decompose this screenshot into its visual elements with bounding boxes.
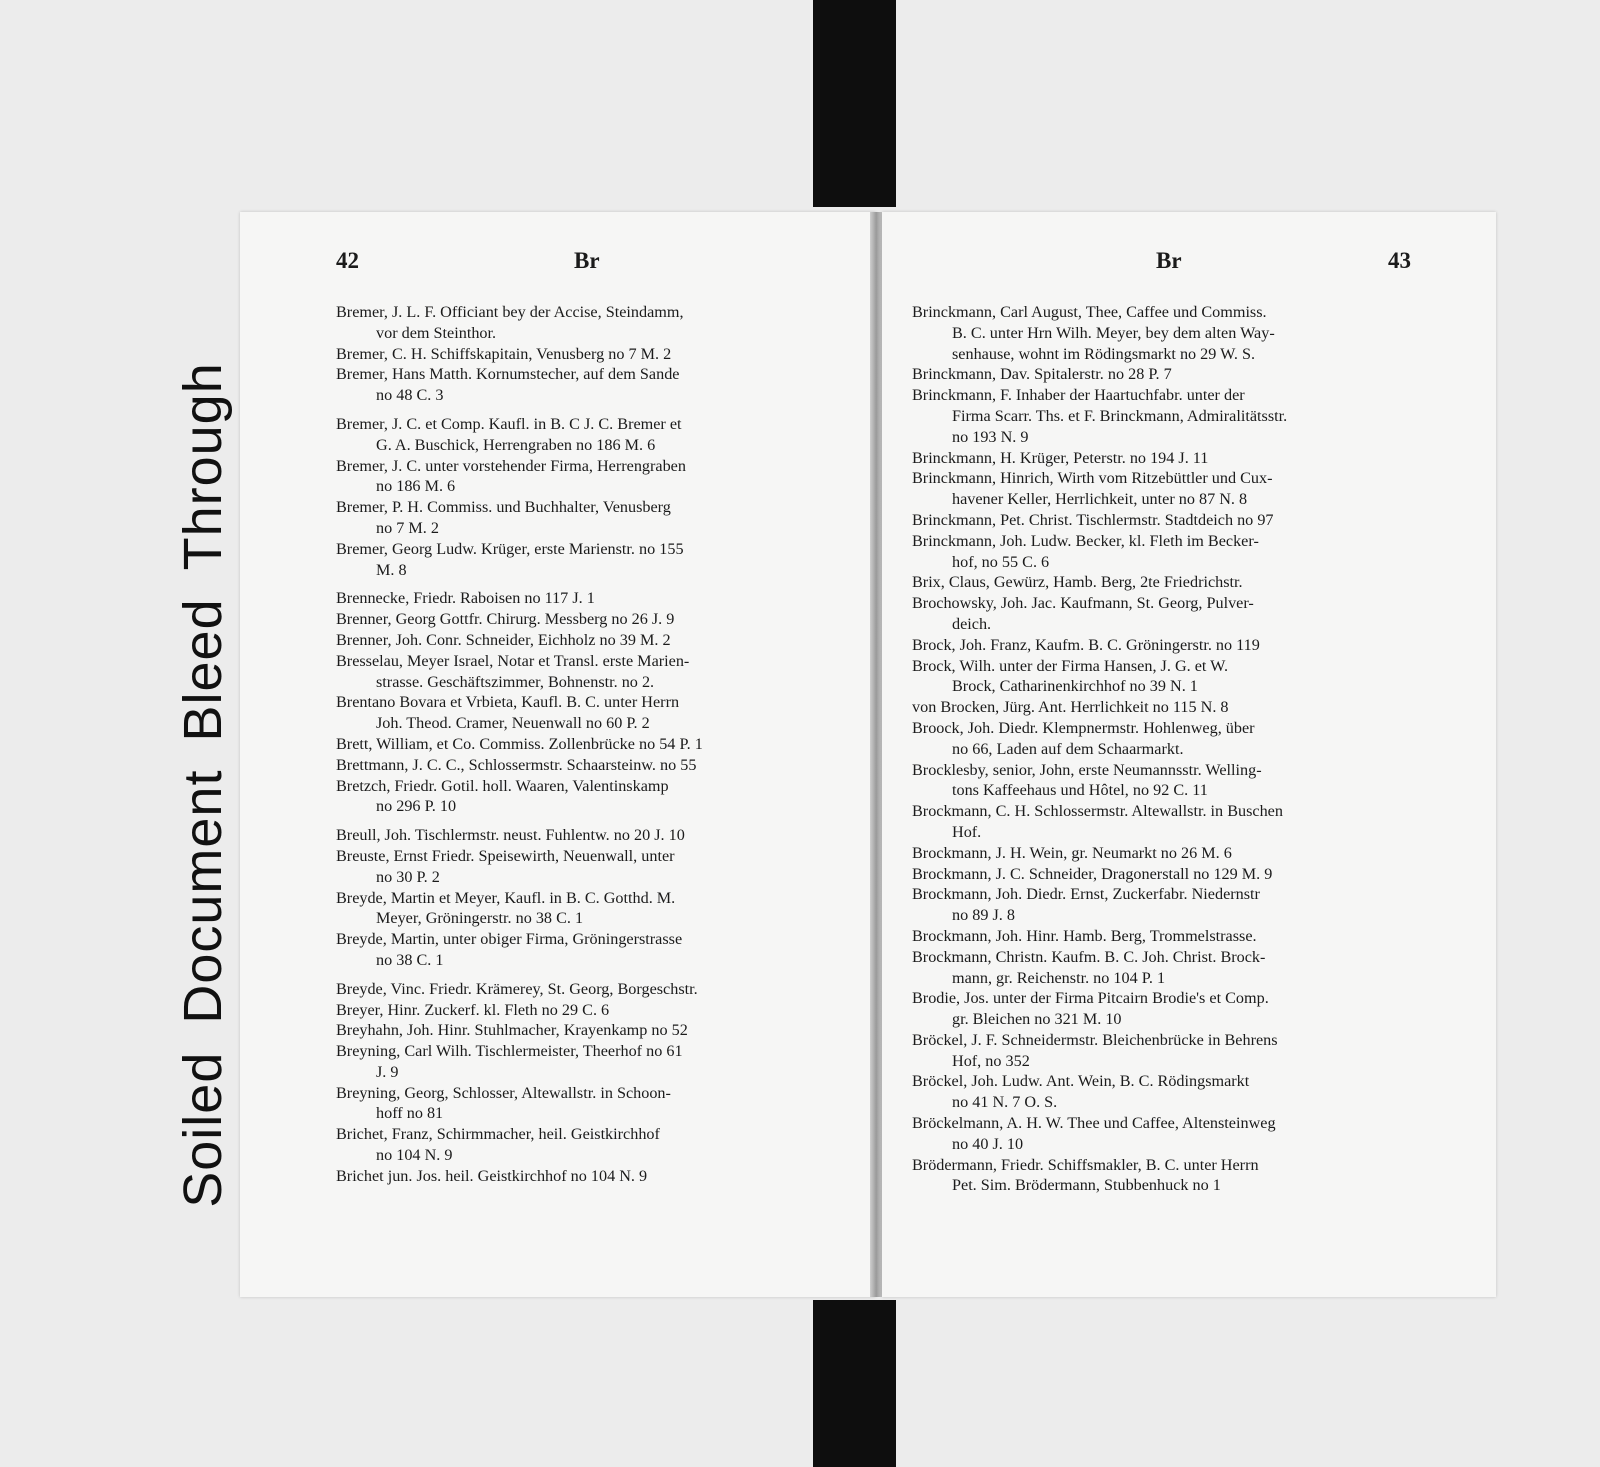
directory-entry: [336, 692, 846, 734]
directory-entry: [336, 888, 846, 930]
entry-line: Brock, Wilh. unter der Firma Hansen, J. G. et W.: [912, 656, 1229, 675]
entry-line: Hof.: [952, 822, 982, 841]
entry-line: hof, no 55 C. 6: [952, 552, 1050, 571]
entry-line: Brockmann, J. H. Wein, gr. Neumarkt no 26 M. 6: [912, 843, 1232, 862]
left-page: [240, 212, 876, 1297]
entry-line: Bröckel, J. F. Schneidermstr. Bleichenbrücke in Behrens: [912, 1030, 1278, 1049]
directory-entry: [336, 755, 846, 776]
stamp-word: Bleed: [173, 598, 233, 742]
directory-entry: [912, 760, 1472, 802]
entry-line: Brichet jun. Jos. heil. Geistkirchhof no 104 N. 9: [336, 1166, 648, 1185]
entry-line: Hof, no 352: [952, 1051, 1030, 1070]
directory-entry: [336, 539, 846, 581]
entry-line: Joh. Theod. Cramer, Neuenwall no 60 P. 2: [376, 714, 650, 733]
entry-line: Brinckmann, Pet. Christ. Tischlermstr. Stadtdeich no 97: [912, 510, 1274, 529]
entry-line: Breyer, Hinr. Zuckerf. kl. Fleth no 29 C. 6: [336, 1000, 610, 1019]
directory-entry: [336, 1083, 846, 1125]
directory-entry: [912, 364, 1472, 385]
page-number-right: 43: [1388, 248, 1411, 273]
entry-line: Bremer, J. C. et Comp. Kaufl. in B. C J. C. Bremer et: [336, 414, 682, 433]
entry-line: Bremer, J. C. unter vorstehender Firma, Herrengraben: [336, 456, 686, 475]
directory-entry: [336, 846, 846, 888]
directory-entry: [912, 801, 1472, 843]
entry-line: Breyning, Carl Wilh. Tischlermeister, Theerhof no 61: [336, 1042, 683, 1061]
entry-line: Breyhahn, Joh. Hinr. Stuhlmacher, Krayenkamp no 52: [336, 1021, 688, 1040]
directory-entry: [336, 1124, 846, 1166]
spine-clip-top: [813, 0, 896, 207]
entry-line: Bremer, Hans Matth. Kornumstecher, auf dem Sande: [336, 365, 680, 384]
entry-line: Bremer, C. H. Schiffskapitain, Venusberg no 7 M. 2: [336, 344, 672, 363]
directory-entry: [912, 988, 1472, 1030]
entry-line: strasse. Geschäftszimmer, Bohnenstr. no 2.: [376, 672, 655, 691]
directory-entry: [336, 651, 846, 693]
directory-entry: [912, 947, 1472, 989]
directory-entry: [912, 635, 1472, 656]
directory-entries-right: [912, 302, 1472, 1196]
entry-line: Brocklesby, senior, John, erste Neumannsstr. Welling-: [912, 760, 1262, 779]
entry-line: Brinckmann, Hinrich, Wirth vom Ritzebüttler und Cux-: [912, 469, 1273, 488]
entry-line: no 30 P. 2: [376, 867, 440, 886]
entry-line: no 193 N. 9: [952, 427, 1029, 446]
entry-line: no 48 C. 3: [376, 386, 444, 405]
entry-line: Brockmann, Joh. Diedr. Ernst, Zuckerfabr. Niedernstr: [912, 885, 1260, 904]
entry-line: Breyde, Martin, unter obiger Firma, Gröningerstrasse: [336, 930, 683, 949]
directory-entry: [912, 302, 1472, 364]
directory-entry: [336, 734, 846, 755]
running-head-right: Br: [1156, 248, 1182, 273]
entry-line: Brentano Bovara et Vrbieta, Kaufl. B. C. unter Herrn: [336, 693, 680, 712]
entry-line: no 89 J. 8: [952, 906, 1015, 925]
directory-entry: [912, 864, 1472, 885]
directory-entries-left: [336, 302, 846, 1187]
directory-entry: [336, 929, 846, 971]
directory-entry: [912, 884, 1472, 926]
entry-line: Breuste, Ernst Friedr. Speisewirth, Neuenwall, unter: [336, 846, 675, 865]
entry-line: vor dem Steinthor.: [376, 323, 497, 342]
directory-entry: [336, 1000, 846, 1021]
directory-entry: [336, 1166, 846, 1187]
entry-line: deich.: [952, 614, 992, 633]
entry-line: gr. Bleichen no 321 M. 10: [952, 1010, 1122, 1029]
entry-line: Brockmann, C. H. Schlossermstr. Altewallstr. in Buschen: [912, 802, 1283, 821]
directory-entry: [336, 414, 846, 456]
entry-line: Meyer, Gröningerstr. no 38 C. 1: [376, 909, 584, 928]
entry-line: Brenner, Georg Gottfr. Chirurg. Messberg no 26 J. 9: [336, 610, 675, 629]
directory-entry: [912, 385, 1472, 447]
directory-entry: [912, 926, 1472, 947]
entry-line: Brettmann, J. C. C., Schlossermstr. Schaarsteinw. no 55: [336, 755, 697, 774]
directory-entry: [912, 656, 1472, 698]
entry-line: G. A. Buschick, Herrengraben no 186 M. 6: [376, 435, 656, 454]
spine-clip-bottom: [813, 1300, 896, 1467]
directory-entry: [912, 697, 1472, 718]
entry-line: Breyning, Georg, Schlosser, Altewallstr. in Schoon-: [336, 1083, 671, 1102]
entry-line: Firma Scarr. Ths. et F. Brinckmann, Admiralitätsstr.: [952, 406, 1288, 425]
directory-entry: [912, 510, 1472, 531]
directory-entry: [336, 1041, 846, 1083]
entry-line: no 7 M. 2: [376, 518, 439, 537]
entry-line: Bröckel, Joh. Ludw. Ant. Wein, B. C. Rödingsmarkt: [912, 1072, 1250, 1091]
directory-entry: [912, 531, 1472, 573]
directory-entry: [336, 825, 846, 846]
entry-line: no 296 P. 10: [376, 797, 457, 816]
entry-line: Broock, Joh. Diedr. Klempnermstr. Hohlenweg, über: [912, 718, 1255, 737]
entry-line: Bresselau, Meyer Israel, Notar et Transl. erste Marien-: [336, 651, 690, 670]
entry-line: Breyde, Martin et Meyer, Kaufl. in B. C. Gotthd. M.: [336, 888, 676, 907]
directory-entry: [912, 843, 1472, 864]
entry-line: M. 8: [376, 560, 407, 579]
entry-line: Brenner, Joh. Conr. Schneider, Eichholz no 39 M. 2: [336, 630, 671, 649]
entry-line: havener Keller, Herrlichkeit, unter no 87 N. 8: [952, 490, 1248, 509]
entry-line: Brock, Catharinenkirchhof no 39 N. 1: [952, 677, 1198, 696]
entry-line: Brinckmann, F. Inhaber der Haartuchfabr. unter der: [912, 386, 1245, 405]
directory-entry: [336, 497, 846, 539]
entry-line: Brodie, Jos. unter der Firma Pitcairn Brodie's et Comp.: [912, 989, 1269, 1008]
entry-line: Brinckmann, Dav. Spitalerstr. no 28 P. 7: [912, 365, 1172, 384]
entry-line: Brockmann, J. C. Schneider, Dragonerstall no 129 M. 9: [912, 864, 1273, 883]
directory-entry: [912, 1071, 1472, 1113]
entry-line: Brochowsky, Joh. Jac. Kaufmann, St. Georg, Pulver-: [912, 594, 1254, 613]
directory-entry: [336, 630, 846, 651]
entry-line: Brennecke, Friedr. Raboisen no 117 J. 1: [336, 589, 595, 608]
entry-line: no 104 N. 9: [376, 1146, 453, 1165]
directory-entry: [336, 776, 846, 818]
directory-entry: [912, 1113, 1472, 1155]
entry-line: Bremer, P. H. Commiss. und Buchhalter, Venusberg: [336, 498, 671, 517]
entry-line: no 38 C. 1: [376, 950, 444, 969]
directory-entry: [336, 1020, 846, 1041]
directory-entry: [336, 344, 846, 365]
stamp-text: [172, 348, 234, 1222]
soiled-document-bleed-through-stamp: [168, 285, 238, 1285]
entry-line: no 40 J. 10: [952, 1134, 1024, 1153]
directory-entry: [336, 609, 846, 630]
entry-line: Breyde, Vinc. Friedr. Krämerey, St. Georg, Borgeschstr.: [336, 979, 698, 998]
stamp-word: Document: [173, 769, 233, 1024]
entry-line: Brockmann, Christn. Kaufm. B. C. Joh. Christ. Brock-: [912, 947, 1266, 966]
entry-line: Bremer, J. L. F. Officiant bey der Accise, Steindamm,: [336, 303, 684, 321]
entry-line: B. C. unter Hrn Wilh. Meyer, bey dem alten Way-: [952, 323, 1275, 342]
entry-line: Brix, Claus, Gewürz, Hamb. Berg, 2te Friedrichstr.: [912, 573, 1243, 592]
entry-line: no 186 M. 6: [376, 477, 456, 496]
directory-entry: [912, 1030, 1472, 1072]
entry-line: senhause, wohnt im Rödingsmarkt no 29 W. S.: [952, 344, 1256, 363]
entry-line: Brichet, Franz, Schirmmacher, heil. Geistkirchhof: [336, 1125, 660, 1144]
entry-line: Brett, William, et Co. Commiss. Zollenbrücke no 54 P. 1: [336, 734, 703, 753]
entry-line: Brödermann, Friedr. Schiffsmakler, B. C. unter Herrn: [912, 1155, 1259, 1174]
entry-line: no 41 N. 7 O. S.: [952, 1093, 1058, 1112]
entry-line: Bretzch, Friedr. Gotil. holl. Waaren, Valentinskamp: [336, 776, 669, 795]
entry-line: Pet. Sim. Brödermann, Stubbenhuck no 1: [952, 1176, 1221, 1195]
directory-entry: [912, 468, 1472, 510]
entry-line: Bremer, Georg Ludw. Krüger, erste Marienstr. no 155: [336, 539, 684, 558]
directory-entry: [912, 572, 1472, 593]
directory-entry: [336, 302, 846, 344]
entry-line: J. 9: [376, 1062, 399, 1081]
right-page: [882, 212, 1496, 1297]
directory-entry: [336, 979, 846, 1000]
entry-line: no 66, Laden auf dem Schaarmarkt.: [952, 739, 1184, 758]
entry-line: Brockmann, Joh. Hinr. Hamb. Berg, Trommelstrasse.: [912, 926, 1257, 945]
directory-entry: [912, 448, 1472, 469]
entry-line: Brinckmann, H. Krüger, Peterstr. no 194 J. 11: [912, 448, 1209, 467]
directory-entry: [336, 456, 846, 498]
stamp-word: Soiled: [173, 1051, 233, 1208]
directory-entry: [912, 718, 1472, 760]
entry-line: hoff no 81: [376, 1104, 444, 1123]
directory-entry: [336, 364, 846, 406]
entry-line: tons Kaffeehaus und Hôtel, no 92 C. 11: [952, 781, 1208, 800]
entry-line: Breull, Joh. Tischlermstr. neust. Fuhlentw. no 20 J. 10: [336, 826, 685, 845]
stamp-word: Through: [173, 362, 233, 571]
directory-entry: [912, 1155, 1472, 1197]
entry-line: Brinckmann, Carl August, Thee, Caffee und Commiss.: [912, 303, 1267, 321]
entry-line: Bröckelmann, A. H. W. Thee und Caffee, Altensteinweg: [912, 1114, 1276, 1133]
directory-entry: [912, 593, 1472, 635]
directory-entry: [336, 588, 846, 609]
entry-line: Brinckmann, Joh. Ludw. Becker, kl. Fleth im Becker-: [912, 531, 1259, 550]
page-number-left: 42: [336, 248, 359, 273]
entry-line: von Brocken, Jürg. Ant. Herrlichkeit no 115 N. 8: [912, 698, 1229, 717]
entry-line: Brock, Joh. Franz, Kaufm. B. C. Gröningerstr. no 119: [912, 635, 1260, 654]
entry-line: mann, gr. Reichenstr. no 104 P. 1: [952, 968, 1166, 987]
running-head-left: Br: [574, 248, 600, 273]
